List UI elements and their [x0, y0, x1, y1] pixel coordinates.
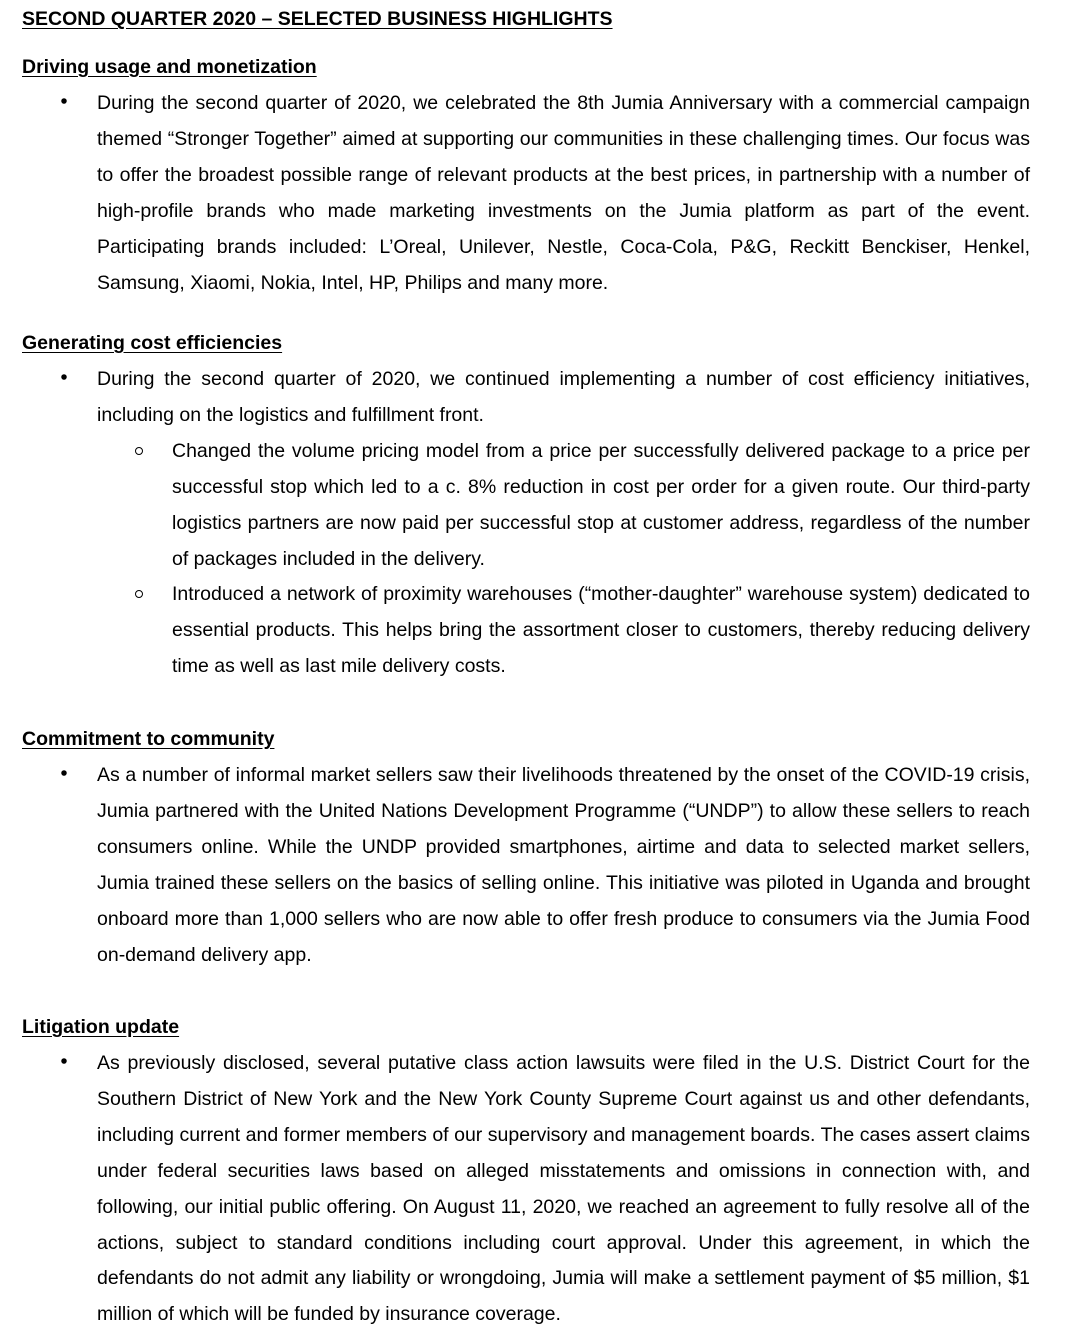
bullet-icon: [61, 1058, 67, 1064]
section-heading-community: Commitment to community: [22, 728, 275, 750]
bullet-text: During the second quarter of 2020, we celebrated the 8th Jumia Anniversary with a commercial campaign themed “Stronger Together” aimed at supporting our communities in these challenging times. Our focus was to offer the broadest possible range of relevant products at the best prices, in partnership with a number of high-profile brands who made marketing investments on the Jumia platform as part of the event. Participating brands included: L’Oreal, Unilever, Nestle, Coca-Cola, P&G, Reckitt Benckiser, Henkel, Samsung, Xiaomi, Nokia, Intel, HP, Philips and many more.: [97, 92, 1030, 294]
bullet-icon: [61, 374, 67, 380]
bullet-text: As previously disclosed, several putative class action lawsuits were filed in the U.S. District Court for the Southern District of New York and the New York County Supreme Court against us and other defendants, including current and former members of our supervisory and management boards. The cases assert claims under federal securities laws based on alleged misstatements and omissions in connection with, and following, our initial public offering. On August 11, 2020, we reached an agreement to fully resolve all of the actions, subject to standard conditions including court approval. Under this agreement, in which the defendants do not admit any liability or wrongdoing, Jumia will make a settlement payment of $5 million, $1 million of which will be funded by insurance coverage.: [97, 1052, 1030, 1326]
hollow-circle-bullet-icon: [135, 590, 143, 598]
sub-bullet-text: Introduced a network of proximity warehouses (“mother-daughter” warehouse system) dedicated to essential products. This helps bring the assortment closer to customers, thereby reducing delivery time as well as last mile delivery costs.: [172, 583, 1030, 677]
section-heading-cost-efficiencies: Generating cost efficiencies: [22, 332, 283, 354]
section-heading-litigation: Litigation update: [22, 1016, 180, 1038]
bullet-icon: [61, 98, 67, 104]
sub-bullet-text: Changed the volume pricing model from a price per successfully delivered package to a price per successful stop which led to a c. 8% reduction in cost per order for a given route. Our third-party logistics partners are now paid per successful stop at customer address, regardless of the number of packages included in the delivery.: [172, 440, 1030, 570]
bullet-text: As a number of informal market sellers saw their livelihoods threatened by the onset of the COVID-19 crisis, Jumia partnered with the United Nations Development Programme (“UNDP”) to allow these sellers to reach consumers online. While the UNDP provided smartphones, airtime and data to selected market sellers, Jumia trained these sellers on the basics of selling online. This initiative was piloted in Uganda and brought onboard more than 1,000 sellers who are now able to offer fresh produce to consumers via the Jumia Food on-demand delivery app.: [97, 764, 1030, 966]
hollow-circle-bullet-icon: [135, 447, 143, 455]
bullet-icon: [61, 770, 67, 776]
bullet-text: During the second quarter of 2020, we continued implementing a number of cost efficiency initiatives, including on the logistics and fulfillment front.: [97, 368, 1030, 426]
document-title: SECOND QUARTER 2020 – SELECTED BUSINESS HIGHLIGHTS: [22, 8, 613, 30]
section-heading-usage-monetization: Driving usage and monetization: [22, 56, 317, 78]
